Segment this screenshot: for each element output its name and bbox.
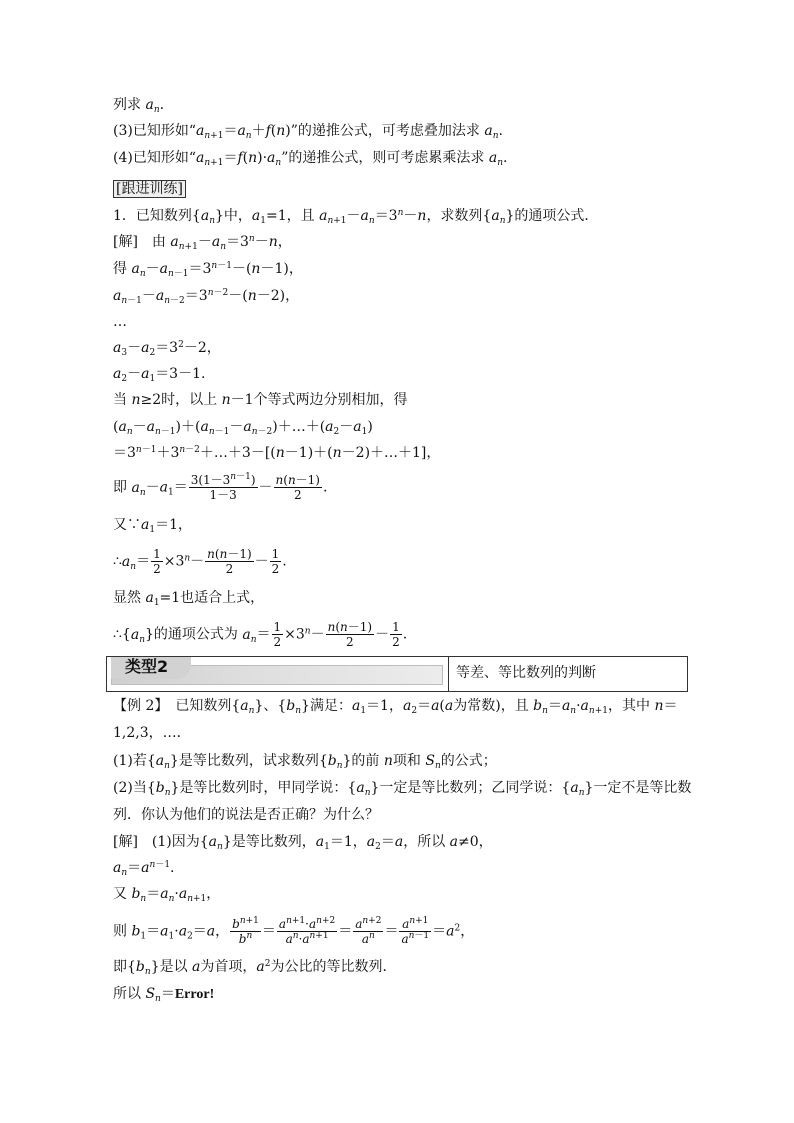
solution-line: … — [113, 314, 127, 330]
example-2-statement: 1,2,3，…． — [113, 725, 191, 741]
banner-tab — [111, 657, 191, 679]
solution-line: $=3^{n-1}+3^{n-2}+\dots+3-[(n-1)+(n-2)+\dots+1]$， — [113, 445, 441, 461]
fraction: $\frac{n(n-1)}{2}$ — [275, 473, 320, 502]
fraction: $\frac{1}{2}$ — [271, 547, 280, 576]
solution-line: $a_{n-1}-a_{n-2}=3^{n-2}-(n-2)$， — [113, 288, 300, 306]
solution-line: 得 $a_n-a_{n-1}=3^{n-1}-(n-1)$， — [113, 261, 303, 279]
solution-line: $a_2-a_1=3-1$. — [113, 366, 206, 384]
answer-line: 则 $b_1=a_1\cdot a_2=a$， $\frac{b^{n+1}}{b^n}$ ＝ $\frac{a^{n+1}\cdot a^{n+2}}{a^n\cdot a^{n+1}}$ ＝ $\frac{a^{n+2}}{a^n}$ ＝ $\frac{a^{n+1}}{a^{n-1}}$ $=a^2$， — [113, 916, 475, 946]
fraction: $\frac{b^{n+1}}{b^n}$ — [232, 916, 259, 946]
solution-line: 又$\because a_1=1$， — [113, 517, 193, 535]
follow-up-tag: [跟进训练] — [113, 180, 186, 198]
solution-line: 即 $a_n-a_1=$ $\frac{3(1-3^{n-1})}{1-3}$ － $\frac{n(n-1)}{2}$ . — [113, 472, 328, 502]
fraction: $\frac{a^{n+1}\cdot a^{n+2}}{a^n\cdot a^{n+1}}$ — [278, 916, 336, 946]
type-banner — [106, 656, 688, 692]
answer-line: 又 $b_n=a_n\cdot a_{n+1}$， — [113, 886, 221, 904]
fraction: $\frac{1}{2}$ — [153, 547, 161, 576]
solution-line: [解] 由 $a_{n+1}-a_n=3^n-n$， — [113, 234, 292, 252]
fraction: $\frac{3(1-3^{n-1})}{1-3}$ — [190, 472, 256, 502]
banner-title: 等差、等比数列的判断 — [456, 665, 596, 681]
solution-line: $\therefore\{a_n\}$的通项公式为 $a_n=$ $\frac{1}{2}$ $\times 3^n-$ $\frac{n(n-1)}{2}$ － $\frac{1}{2}$ . — [113, 620, 408, 649]
example-2-part-2: (2)当$\{b_n\}$是等比数列时，甲同学说：$\{a_n\}$一定是等比数列；乙同学说：$\{a_n\}$一定不是等比数 — [113, 780, 692, 798]
solution-line: 当 n≥2时，以上 n－1个等式两边分别相加，得 — [113, 392, 408, 408]
banner-label: 类型2 — [125, 657, 169, 676]
solution-line: $\therefore a_n=$ $\frac{1}{2}$ $\times 3^n-$ $\frac{n(n-1)}{2}$ － $\frac{1}{2}$ . — [113, 547, 287, 576]
fraction: $\frac{1}{2}$ — [392, 620, 400, 649]
error-text: Error! — [174, 987, 215, 1002]
example-2-statement: 【例 2】 已知数列$\{a_n\}$、$\{b_n\}$满足：$a_1=1$，$a_2=a(a$为常数)，且 $b_n=a_n\cdot a_{n+1}$，其中 n＝ — [113, 698, 678, 716]
fraction: $\frac{n(n-1)}{2}$ — [327, 620, 373, 649]
answer-line: 所以 $S_n=Error$! — [113, 986, 215, 1004]
text-line: 列求 $a_n$. — [113, 97, 165, 115]
example-2-part-2: 列．你认为他们的说法是否正确？为什么？ — [113, 807, 379, 823]
text-line: (3)已知形如“$a_{n+1}=a_n+f(n)$”的递推公式，可考虑叠加法求 $a_n$. — [113, 123, 503, 141]
example-2-part-1: (1)若$\{a_n\}$是等比数列，试求数列$\{b_n\}$的前 n项和 $S_n$的公式； — [113, 753, 497, 771]
text-line: (4)已知形如“$a_{n+1}=f(n)\cdot a_n$”的递推公式，则可考虑累乘法求 $a_n$. — [113, 150, 508, 168]
solution-line: 显然 $a_1=1$也适合上式， — [113, 590, 265, 608]
banner-separator — [448, 657, 449, 691]
fraction: $\frac{a^{n+2}}{a^n}$ — [355, 916, 382, 946]
answer-line: $a_n=a^{n-1}$. — [113, 860, 175, 878]
fraction: $\frac{a^{n+1}}{a^{n-1}}$ — [401, 916, 430, 946]
answer-line: [解] (1)因为$\{a_n\}$是等比数列，$a_1=1$，$a_2=a$，所以 a≠0， — [113, 834, 493, 852]
fraction: $\frac{1}{2}$ — [273, 620, 282, 649]
answer-line: 即$\{b_n\}$是以 a为首项，$a^2$为公比的等比数列． — [113, 959, 397, 977]
solution-line: $(a_n-a_{n-1})+(a_{n-1}-a_{n-2})+\dots+(a_2-a_1)$ — [113, 419, 373, 437]
fraction: $\frac{n(n-1)}{2}$ — [207, 547, 252, 576]
solution-line: $a_3-a_2=3^2-2$， — [113, 340, 221, 358]
question-1: 1．已知数列$\{a_n\}$中，$a_1=1$，且 $a_{n+1}-a_n=3^n-n$，求数列$\{a_n\}$的通项公式． — [113, 208, 599, 226]
